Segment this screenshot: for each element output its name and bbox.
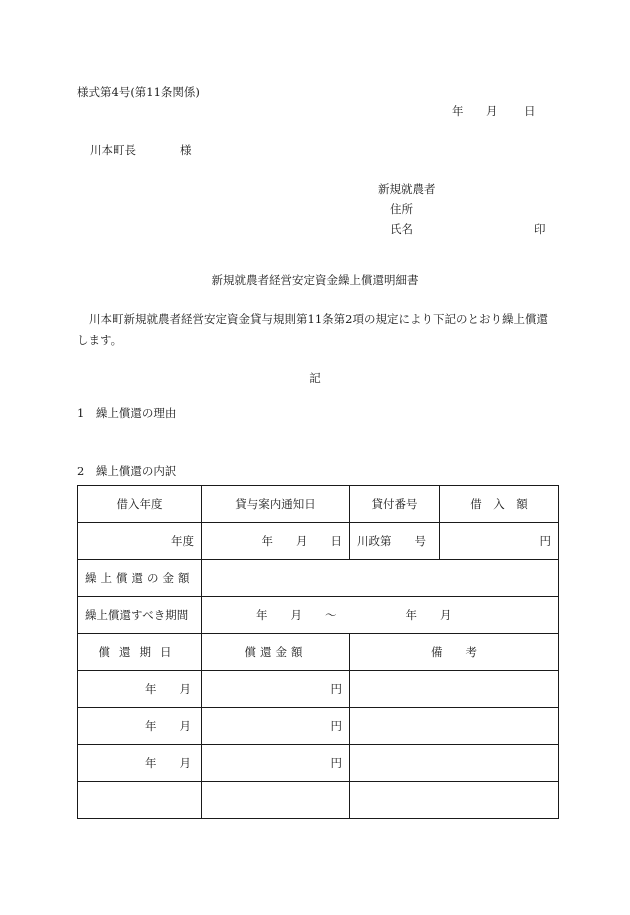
repayment-amount-label: 繰上償還の金額 xyxy=(78,560,202,597)
repayment-amount-value[interactable] xyxy=(202,560,559,597)
section-1-heading: 1 繰上償還の理由 xyxy=(77,406,177,420)
section-2-heading: 2 繰上償還の内訳 xyxy=(77,464,177,478)
note-cell[interactable] xyxy=(350,708,559,745)
addressee xyxy=(90,142,192,158)
table-row xyxy=(78,671,559,708)
repayment-date-cell[interactable]: 年 月 xyxy=(78,708,202,745)
table-subheader-row xyxy=(78,634,559,671)
loan-amount-cell[interactable]: 円 xyxy=(440,523,559,560)
repayment-period-label: 繰上償還すべき期間 xyxy=(78,597,202,634)
addressee-name: 川本町長 xyxy=(90,143,136,157)
loan-year-cell[interactable]: 年度 xyxy=(78,523,202,560)
table-row xyxy=(78,597,559,634)
addressee-honorific: 様 xyxy=(180,143,192,157)
repayment-amount-cell[interactable] xyxy=(202,782,350,819)
repayment-amount-cell[interactable]: 円 xyxy=(202,671,350,708)
repayment-date-cell[interactable]: 年 月 xyxy=(78,671,202,708)
repayment-period-value[interactable]: 年 月 ～ 年 月 xyxy=(202,597,559,634)
header-notice-date: 貸与案内通知日 xyxy=(202,486,350,523)
subheader-amount: 償還金額 xyxy=(202,634,350,671)
table-row xyxy=(78,523,559,560)
subheader-date: 償還期日 xyxy=(78,634,202,671)
applicant-block xyxy=(378,179,546,239)
applicant-title: 新規就農者 xyxy=(378,182,436,196)
table-row xyxy=(78,560,559,597)
date-line xyxy=(452,103,536,119)
notice-date-cell[interactable]: 年 月 日 xyxy=(202,523,350,560)
form-number: 様式第4号(第11条関係) xyxy=(77,85,200,99)
header-loan-year: 借入年度 xyxy=(78,486,202,523)
document-title: 新規就農者経営安定資金繰上償還明細書 xyxy=(211,273,419,287)
table-row xyxy=(78,745,559,782)
name-label: 氏名 xyxy=(390,222,413,236)
table-row xyxy=(78,782,559,819)
note-cell[interactable] xyxy=(350,782,559,819)
repayment-date-cell[interactable] xyxy=(78,782,202,819)
seal-mark: 印 xyxy=(534,222,546,236)
table-row xyxy=(78,708,559,745)
loan-number-cell[interactable]: 川政第 号 xyxy=(350,523,440,560)
date-year: 年 xyxy=(452,104,464,118)
repayment-date-cell[interactable]: 年 月 xyxy=(78,745,202,782)
subheader-note: 備 考 xyxy=(350,634,559,671)
date-month: 月 xyxy=(486,104,498,118)
table-header-row xyxy=(78,486,559,523)
repayment-amount-cell[interactable]: 円 xyxy=(202,708,350,745)
address-label: 住所 xyxy=(390,202,413,216)
repayment-amount-cell[interactable]: 円 xyxy=(202,745,350,782)
repayment-table xyxy=(77,485,559,819)
body-text: 川本町新規就農者経営安定資金貸与規則第11条第2項の規定により下記のとおり繰上償還します。 xyxy=(77,312,548,347)
ki-heading: 記 xyxy=(309,371,321,385)
note-cell[interactable] xyxy=(350,671,559,708)
header-loan-amount: 借 入 額 xyxy=(440,486,559,523)
header-loan-number: 貸付番号 xyxy=(350,486,440,523)
note-cell[interactable] xyxy=(350,745,559,782)
date-day: 日 xyxy=(524,104,536,118)
